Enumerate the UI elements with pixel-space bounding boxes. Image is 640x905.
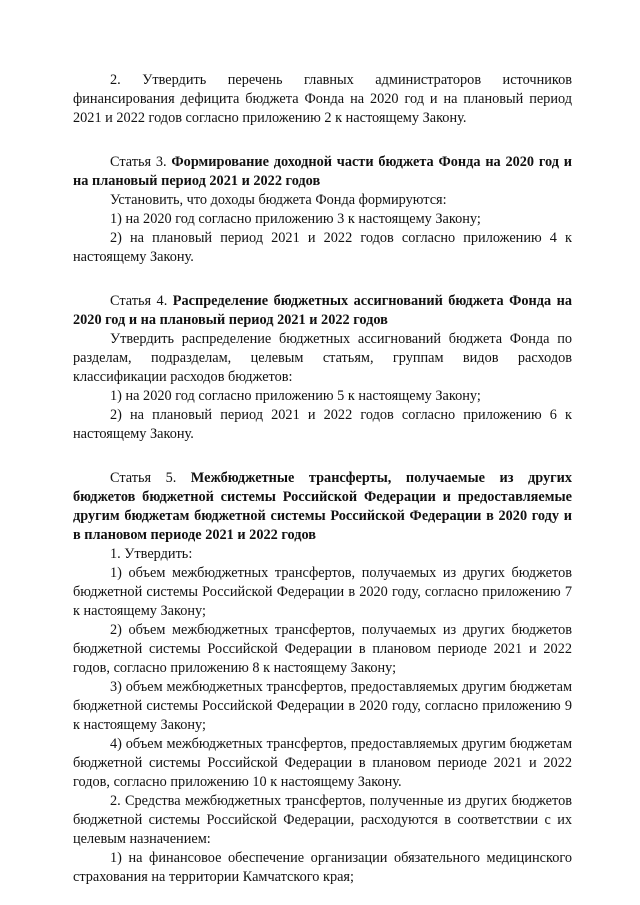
paragraph: 1. Утвердить: xyxy=(110,546,193,562)
article-4 xyxy=(73,292,572,444)
paragraph: 4) объем межбюджетных трансфертов, предоставляемых другим бюджетам бюджетной системы Российской Федерации в плановом периоде 2021 и 2022 годов, согласно приложению 10 к настоящему Закону. xyxy=(73,736,572,790)
paragraph: Установить, что доходы бюджета Фонда формируются: xyxy=(110,192,447,208)
article-heading xyxy=(73,153,572,191)
paragraph: 2. Средства межбюджетных трансфертов, полученные из других бюджетов бюджетной системы Российской Федерации, расходуются в соответствии с их целевым назначением: xyxy=(73,793,572,847)
article-heading xyxy=(73,469,572,545)
article-5 xyxy=(73,469,572,887)
paragraph: 2) на плановый период 2021 и 2022 годов согласно приложению 6 к настоящему Закону. xyxy=(73,407,572,442)
article-number: Статья 3. xyxy=(110,154,172,170)
article-3 xyxy=(73,153,572,267)
paragraph: 2) на плановый период 2021 и 2022 годов согласно приложению 4 к настоящему Закону. xyxy=(73,230,572,265)
paragraph: 1) объем межбюджетных трансфертов, получаемых из других бюджетов бюджетной системы Российской Федерации в 2020 году, согласно приложению 7 к настоящему Закону; xyxy=(73,565,572,619)
article-number: Статья 5. xyxy=(110,470,191,486)
paragraph: 3) объем межбюджетных трансфертов, предоставляемых другим бюджетам бюджетной системы Российской Федерации в 2020 году, согласно приложению 9 к настоящему Закону; xyxy=(73,679,572,733)
paragraph: 1) на финансовое обеспечение организации обязательного медицинского страхования на территории Камчатского края; xyxy=(73,850,572,885)
article-title: Формирование доходной части бюджета Фонда на 2020 год и на плановый период 2021 и 2022 годов xyxy=(73,154,572,189)
paragraph: 1) на 2020 год согласно приложению 3 к настоящему Закону; xyxy=(110,211,481,227)
article-number: Статья 4. xyxy=(110,293,173,309)
article-heading xyxy=(73,292,572,330)
article-title: Распределение бюджетных ассигнований бюджета Фонда на 2020 год и на плановый период 2021 и 2022 годов xyxy=(73,293,573,328)
paragraph: 2. Утвердить перечень главных администраторов источников финансирования дефицита бюджета Фонда на 2020 год и на плановый период 2021 и 2022 годов согласно приложению 2 к настоящему Закону. xyxy=(73,72,572,126)
paragraph-block-approve-list xyxy=(73,71,572,128)
article-title: Межбюджетные трансферты, получаемые из других бюджетов бюджетной системы Российской Федерации и предоставляемые другим бюджетам бюджетной системы Российской Федерации в 2020 году и в плановом периоде 2021 и 2022 годов xyxy=(73,470,572,543)
paragraph: 1) на 2020 год согласно приложению 5 к настоящему Закону; xyxy=(110,388,481,404)
paragraph: Утвердить распределение бюджетных ассигнований бюджета Фонда по разделам, подразделам, целевым статьям, группам видов расходов классификации расходов бюджетов: xyxy=(73,331,572,385)
paragraph: 2) объем межбюджетных трансфертов, получаемых из других бюджетов бюджетной системы Российской Федерации в плановом периоде 2021 и 2022 годов, согласно приложению 8 к настоящему Закону; xyxy=(73,622,572,676)
